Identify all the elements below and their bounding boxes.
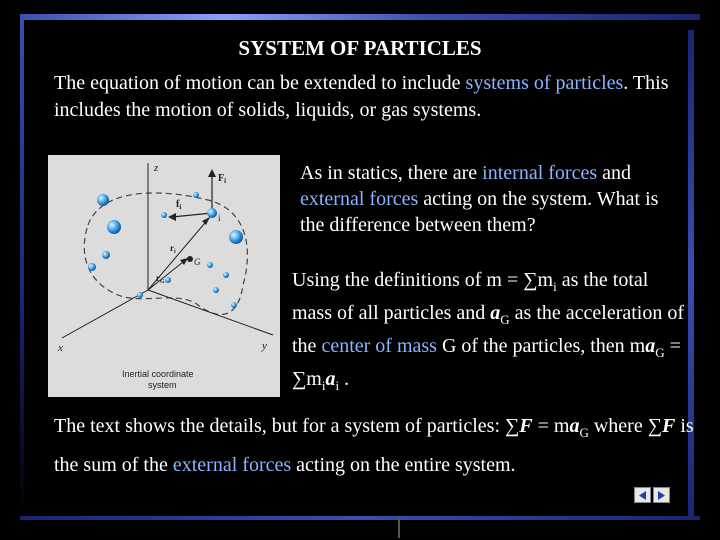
z-axis-label: z [154,162,159,174]
frame-divider [398,516,400,538]
svg-text:ri: $r_i$ [170,243,176,255]
frame-top-border [20,14,700,20]
slide-navigation [634,487,672,503]
y-axis-label: y [262,340,267,352]
right-triangle-icon [656,490,667,501]
svg-text:Fi: $F_i$ [218,173,227,185]
highlight-external-forces-2: external forces [172,454,292,476]
particle-system-figure [48,155,280,397]
particle-diagram [48,155,280,397]
left-triangle-icon [637,490,648,501]
next-slide-button[interactable] [653,487,670,503]
highlight-systems-of-particles: systems of particles [465,72,624,94]
summary-paragraph: The text shows the details, but for a system of particles: $\sum F = ma_G$ where ∑F is the sum of the external forces acting on the entire system. [54,415,694,476]
statics-paragraph: As in statics, there are internal forces and external forces acting on the system. What is the difference between them? [300,162,659,236]
highlight-internal-forces: internal forces [482,162,598,184]
highlight-center-of-mass: center of mass [321,335,437,357]
x-axis-label: x [58,342,63,354]
definitions-paragraph: Using the definitions of $m = \sum m_i$ as the total mass of all particles and $a_G$ as the acceleration of the center of mass G of the particles, then $ma_G = \sum m_ia_i$ . [292,269,685,393]
figure-caption-line2: system [148,380,177,390]
frame-bottom-border [20,516,700,520]
figure-caption-line1: Inertial coordinate [122,369,194,379]
slide-title: SYSTEM OF PARTICLES [238,36,482,60]
svg-text:G: G [194,257,201,267]
svg-text:i: i [218,213,221,223]
svg-text:fi: $f_i$ [176,199,182,211]
intro-paragraph: The equation of motion can be extended to include systems of particles. This includes the motion of solids, liquids, or gas systems. [54,72,669,121]
highlight-external-forces: external forces [300,188,419,210]
svg-text:rG: $r_G$ [156,273,165,285]
previous-slide-button[interactable] [634,487,651,503]
frame-left-border [20,14,24,514]
